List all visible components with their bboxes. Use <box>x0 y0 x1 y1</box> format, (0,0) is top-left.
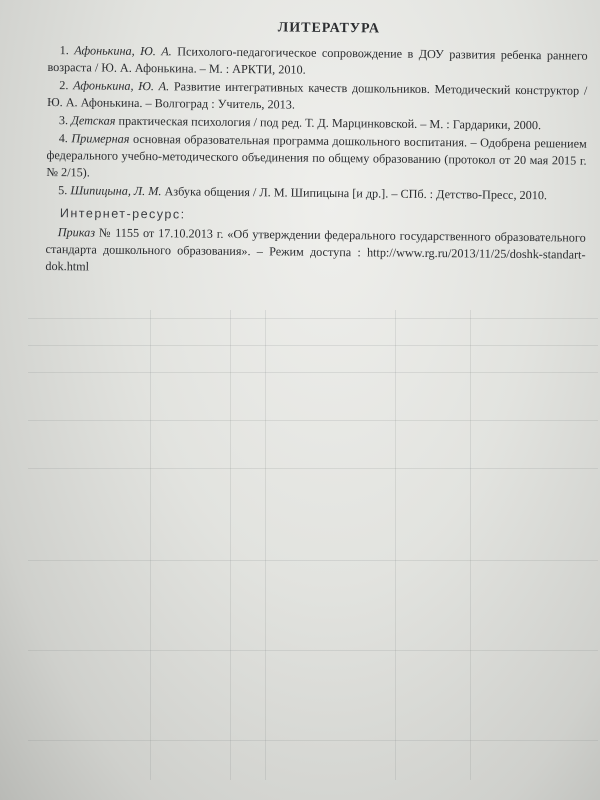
ghost-line <box>28 650 598 651</box>
internet-resource-heading: Интернет-ресурс: <box>59 206 186 222</box>
reference-number: 4. <box>58 131 68 146</box>
reference-number: 5. <box>58 183 68 198</box>
reference-text: Азбука общения / Л. М. Шипицына [и др.]. – СПб. : Детство-Пресс, 2010. <box>164 184 548 203</box>
reference-number: 3. <box>58 113 69 128</box>
reference-text: Психолого-педагогическое сопровождение в ДОУ развития ребенка раннего возраста / Ю. А. Афонькина. – М. : АРКТИ, 2010. <box>47 44 588 77</box>
ghost-line <box>28 372 598 373</box>
internet-resource-lead: Приказ <box>57 225 96 240</box>
ghost-line <box>28 740 598 741</box>
reference-text: практическая психология / под ред. Т. Д. Марцинковской. – М. : Гардарики, 2000. <box>118 113 542 133</box>
ghost-line <box>28 560 598 561</box>
document-content <box>45 18 588 281</box>
reference-text: Развитие интегративных качеств дошкольников. Методический конструктор / Ю. А. Афонькина. – Волгоград : Учитель, 2013. <box>47 79 588 112</box>
ghost-line <box>28 318 598 319</box>
ghost-line <box>395 310 396 780</box>
ghost-line <box>150 310 151 780</box>
reference-item <box>47 77 587 117</box>
ghost-line <box>28 468 598 469</box>
ghost-line <box>28 345 598 346</box>
reference-number: 1. <box>59 43 69 58</box>
reference-number: 2. <box>59 78 69 93</box>
reference-text: основная образовательная программа дошкольного воспитания. – Одобрена решением федерального учебно-методического объединения по общему образованию (протокол от 20 мая 2015 г. № 2/15). <box>46 131 587 180</box>
reference-author: Примерная <box>71 131 130 146</box>
reference-author: Афонькина, Ю. А. <box>74 43 172 59</box>
internet-resource-item <box>45 224 586 281</box>
reference-author: Афонькина, Ю. А. <box>73 78 170 94</box>
reference-author: Детская <box>71 113 116 128</box>
ghost-line <box>230 310 231 780</box>
page-title: ЛИТЕРАТУРА <box>277 20 381 37</box>
reference-author: Шипицына, Л. М. <box>70 183 162 199</box>
reference-item <box>47 42 587 82</box>
ghost-line <box>470 310 471 780</box>
ghost-line <box>265 310 266 780</box>
internet-resource-text: № 1155 от 17.10.2013 г. «Об утверждении федерального государственного образовательного стандарта дошкольного образования». – Режим доступа : http://www.rg.ru/2013/11/25/doshk-standart-dok.html <box>45 225 586 274</box>
ghost-line <box>28 420 598 421</box>
reference-item <box>46 130 587 187</box>
